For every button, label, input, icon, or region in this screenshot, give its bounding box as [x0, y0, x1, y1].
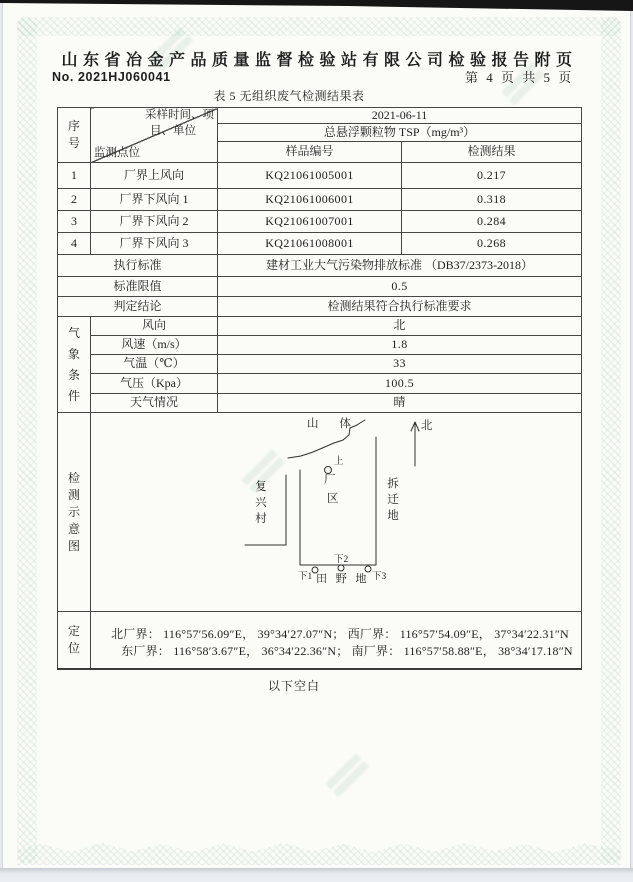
parameter-header-cell: 总悬浮颗粒物 TSP（mg/m³）: [218, 124, 582, 142]
page-indicator: 第 4 页 共 5 页: [465, 70, 574, 85]
table-row: [58, 233, 582, 255]
weather-name: 气压（Kpa）: [91, 374, 218, 394]
security-border-left: [17, 17, 37, 863]
security-border-right: [601, 17, 621, 863]
row-result: 0.284: [402, 211, 582, 233]
page-title: 山东省冶金产品质量监督检验站有限公司检验报告附页: [61, 52, 578, 69]
table-row: [58, 189, 582, 211]
demolition-label: 拆迁地: [387, 478, 399, 522]
sample-no-header-cell: 样品编号: [218, 142, 402, 163]
downwind1-label: 下1: [298, 572, 313, 582]
conclusion-value: 检测结果符合执行标准要求: [218, 297, 582, 317]
row-result: 0.217: [402, 163, 582, 189]
row-sample-no: KQ21061006001: [218, 189, 402, 211]
paper-bottom-edge: [0, 868, 633, 882]
results-table: [57, 107, 582, 670]
report-number: No. 2021HJ060041: [52, 70, 171, 84]
factory-char1: 厂: [324, 474, 336, 486]
row-point: 厂界下风向 1: [91, 189, 218, 211]
village-label: 复兴村: [255, 481, 267, 525]
limit-label: 标准限值: [58, 277, 218, 297]
sampling-date-cell: 2021-06-11: [218, 108, 582, 124]
row-seq: 1: [58, 163, 91, 189]
diagram-label: 检测示意图: [67, 470, 80, 553]
downwind3-circle: [365, 566, 371, 572]
upwind-point-label: 上: [334, 457, 344, 467]
table-row: [58, 211, 582, 233]
location-coordinates: [91, 612, 582, 669]
location-line-1: 北厂界： 116°57′56.09″E， 39°34′27.07″N； 西厂界： 116°57′54.09″E， 37°34′22.31″N: [111, 626, 569, 641]
row-sample-no: KQ21061005001: [218, 163, 402, 189]
downwind3-label: 下3: [372, 572, 387, 582]
weather-name: 风速（m/s）: [91, 336, 218, 355]
site-sketch-diagram: [91, 413, 582, 612]
diag-label-time-item: 采样时间、项: [145, 109, 214, 121]
row-sample-no: KQ21061007001: [218, 211, 402, 233]
row-point: 厂界上风向: [91, 163, 218, 189]
weather-value: 北: [218, 317, 582, 336]
row-result: 0.268: [402, 233, 582, 255]
weather-value: 晴: [218, 394, 582, 413]
blank-below-note: 以下空白: [267, 679, 321, 693]
row-point: 厂界下风向 3: [91, 233, 218, 255]
weather-label: 气象条件: [67, 325, 80, 403]
weather-value: 100.5: [218, 374, 582, 394]
limit-value: 0.5: [218, 277, 582, 297]
diagonal-header-cell: [91, 108, 218, 163]
row-sample-no: KQ21061008001: [218, 233, 402, 255]
result-header-cell: 检测结果: [402, 142, 582, 163]
diag-label-monitor-point: 监测点位: [94, 146, 140, 159]
north-label: 北: [421, 420, 433, 432]
location-label-cell: [58, 612, 91, 669]
scanned-report-page: [3, 0, 630, 871]
table-caption: 表 5 无组织废气检测结果表: [213, 89, 365, 103]
weather-value: 33: [218, 355, 582, 374]
seq-header-cell: [58, 108, 91, 163]
row-result: 0.318: [402, 189, 582, 211]
row-seq: 2: [58, 189, 91, 211]
row-point: 厂界下风向 2: [91, 211, 218, 233]
standard-value: 建材工业大气污染物排放标准 （DB37/2373-2018）: [218, 255, 582, 277]
row-seq: 4: [58, 233, 91, 255]
diagram-label-cell: [58, 413, 91, 612]
upwind-point-circle: [325, 467, 332, 474]
row-seq: 3: [58, 211, 91, 233]
weather-label-cell: [58, 317, 91, 413]
weather-name: 风向: [91, 317, 218, 336]
mountain-label: 山 体: [307, 418, 360, 430]
standard-label: 执行标准: [58, 255, 218, 277]
conclusion-label: 判定结论: [58, 297, 218, 317]
location-line-2: 东厂界： 116°58′3.67″E， 36°34′22.36″N； 南厂界： 116°57′58.88″E， 38°34′17.18″N: [121, 643, 573, 658]
field-label: 田 野 地: [316, 573, 370, 585]
weather-value: 1.8: [218, 336, 582, 355]
weather-name: 气温（℃）: [91, 355, 218, 374]
factory-char2: 区: [327, 493, 339, 505]
table-row: [58, 163, 582, 189]
downwind2-label: 下2: [334, 555, 349, 565]
location-label: 定位: [67, 623, 80, 655]
weather-name: 天气情况: [91, 394, 218, 413]
diag-label-unit: 目、单位: [150, 125, 196, 137]
security-border-bottom: [17, 841, 621, 865]
north-arrow: [411, 422, 419, 466]
security-border-top: [17, 17, 621, 36]
watermark-stamp: [321, 749, 376, 804]
seq-header-label: 序号: [67, 119, 80, 150]
